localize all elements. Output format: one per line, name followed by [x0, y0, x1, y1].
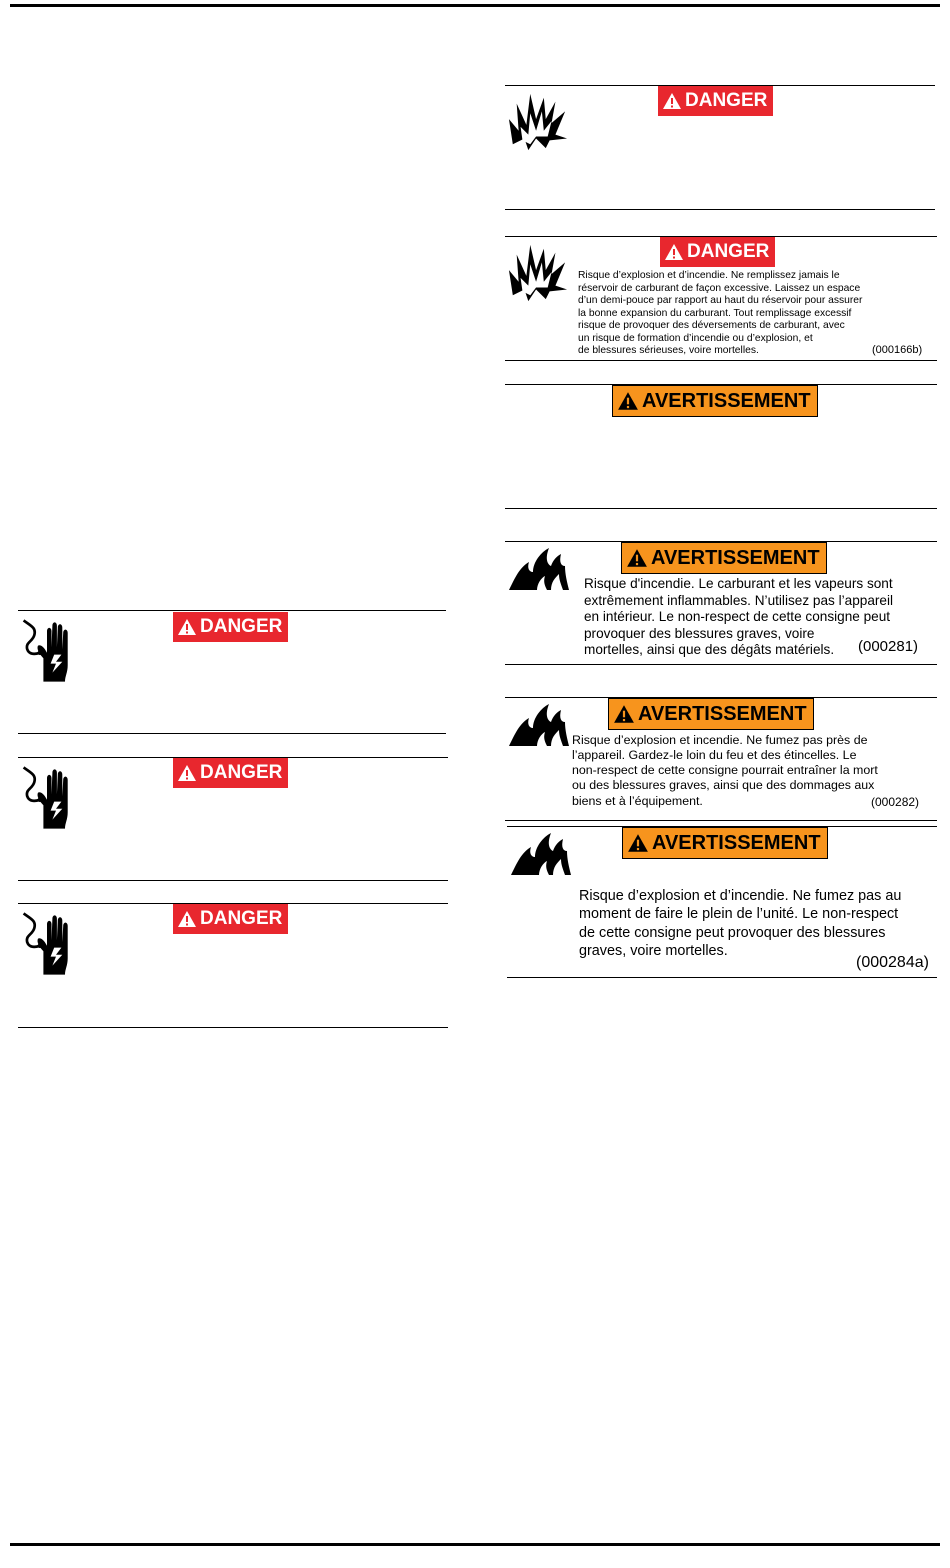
warning-triangle-icon: [664, 243, 684, 261]
header-rule: [10, 4, 940, 7]
fire-flame-icon: [507, 544, 571, 592]
message-code: (000284a): [856, 954, 929, 971]
explosion-icon: [507, 241, 569, 303]
signal-word: AVERTISSEMENT: [652, 832, 821, 854]
warning-triangle-icon: [177, 910, 197, 928]
danger-badge: [173, 612, 288, 642]
signal-word: AVERTISSEMENT: [638, 703, 807, 725]
fire-flame-icon: [507, 700, 571, 748]
warning-triangle-icon: [177, 618, 197, 636]
danger-block-explosion-1: [505, 85, 935, 210]
signal-word: DANGER: [200, 616, 283, 637]
warning-block-fire-3: [507, 826, 937, 978]
message-code: (000282): [871, 795, 920, 809]
danger-block-electric-3: [18, 903, 448, 1028]
warning-triangle-icon: [613, 704, 635, 724]
warning-badge: [622, 827, 828, 859]
signal-word: DANGER: [200, 762, 283, 783]
electric-shock-hand-icon: [20, 762, 74, 834]
danger-block-electric-1: [18, 610, 446, 734]
explosion-icon: [507, 90, 569, 152]
electric-shock-hand-icon: [20, 908, 74, 980]
danger-badge: [658, 86, 773, 116]
danger-block-electric-2: [18, 757, 448, 881]
danger-block-explosion-2: [505, 236, 937, 361]
warning-triangle-icon: [177, 764, 197, 782]
hazard-message: Risque d'incendie. Le carburant et les vapeurs sont extrêmement inflammables. N’utilisez pas l’appareil en intérieur. Le non-respect de cette consigne peut provoquer des blessures graves, voire mortelles, ainsi que des dégâts matériels.: [584, 576, 894, 658]
danger-badge: [173, 758, 288, 788]
hazard-message: Risque d’explosion et incendie. Ne fumez pas près de l’appareil. Gardez-le loin du feu et des étincelles. Le non-respect de cette consigne pourrait entraîner la mort ou des blessures graves, ainsi que des dommages aux biens et à l’équipement.: [572, 733, 878, 808]
signal-word: AVERTISSEMENT: [651, 547, 820, 569]
signal-word: DANGER: [685, 90, 768, 111]
warning-triangle-icon: [626, 548, 648, 568]
warning-block-fire-1: [505, 541, 937, 665]
signal-word: DANGER: [200, 908, 283, 929]
fire-flame-icon: [509, 829, 573, 877]
electric-shock-hand-icon: [20, 615, 74, 687]
warning-badge: [612, 385, 818, 417]
message-code: (000281): [858, 638, 919, 655]
warning-badge: [608, 698, 814, 730]
footer-rule: [10, 1543, 940, 1546]
hazard-message: Risque d’explosion et d’incendie. Ne remplissez jamais le réservoir de carburant de façon excessive. Laissez un espace d’un demi-pouce par rapport au haut du réservoir pour assurer la bonne expansion du carburant. Tout remplissage excessif risque de provoquer des déversements de carburant, avec un risque de formation d’incendie ou d’explosion, et de blessures sérieuses, voire mortelles.: [578, 270, 863, 357]
warning-triangle-icon: [627, 833, 649, 853]
warning-triangle-icon: [662, 92, 682, 110]
warning-block-fire-2: [505, 697, 937, 821]
warning-block-1: [505, 384, 937, 509]
danger-badge: [173, 904, 288, 934]
warning-triangle-icon: [617, 391, 639, 411]
hazard-message: Risque d’explosion et d’incendie. Ne fumez pas au moment de faire le plein de l’unité. Le non-respect de cette consigne peut provoquer des blessures graves, voire mortelles.: [579, 888, 902, 960]
danger-badge: [660, 237, 775, 267]
signal-word: DANGER: [687, 241, 770, 262]
message-code: (000166b): [872, 344, 923, 356]
signal-word: AVERTISSEMENT: [642, 390, 811, 412]
warning-badge: [621, 542, 827, 574]
